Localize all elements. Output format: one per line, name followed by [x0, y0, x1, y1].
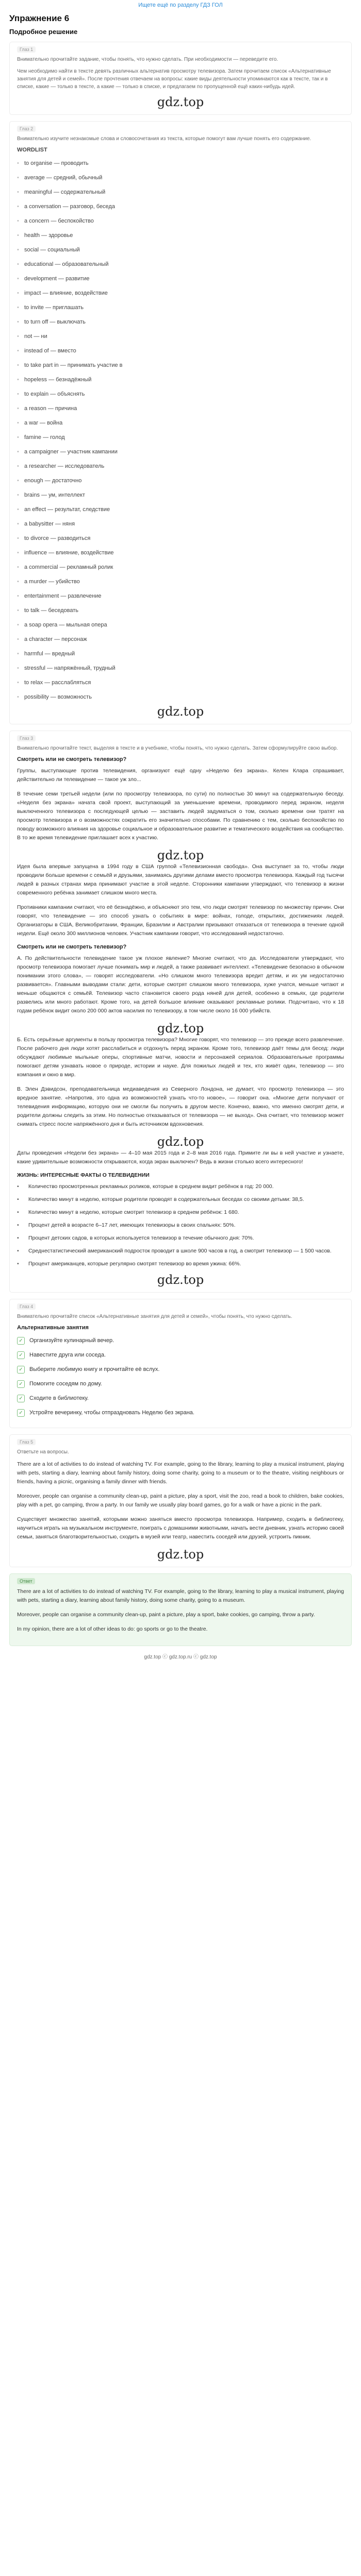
- wordlist-item-text: a researcher — исследователь: [24, 463, 105, 469]
- wordlist-item-text: a campaigner — участник кампании: [24, 449, 118, 455]
- wordlist-item-text: to take part in — принимать участие в: [24, 362, 123, 368]
- wordlist-item-text: to divorce — разводиться: [24, 535, 91, 541]
- bullet-icon: •: [17, 405, 19, 412]
- paragraph: Идея была впервые запущена в 1994 году в США группой «Телевизионная свобода». Она выступает за то, чтобы люди проводили больше времени с семьёй и друзьями, занимаясь другими делами вместо просмотра телевизора. Каждый год тысячи людей в разных странах мира принимают участие в этой неделе. Сторонники кампании утверждают, что телевизор в жизни современного ребёнка занимает слишком много места.: [17, 863, 344, 896]
- bullet-icon: •: [17, 579, 19, 585]
- fact-item: [17, 1247, 344, 1256]
- bullet-icon: •: [17, 1183, 19, 1190]
- bullet-icon: •: [17, 247, 19, 253]
- checkbox-icon: ✓: [17, 1351, 25, 1359]
- wordlist-item: [17, 632, 344, 647]
- wordlist-item: [17, 199, 344, 214]
- wordlist-item: [17, 560, 344, 574]
- watermark: gdz.top: [157, 1021, 204, 1036]
- wordlist-item: [17, 156, 344, 171]
- bullet-icon: •: [17, 1222, 19, 1228]
- watermark: gdz.top: [157, 1273, 204, 1287]
- paragraph: Противники кампании считают, что её безнадёжно, и объясняют это тем, что люди смотрят телевизор по множеству причин. Они говорят, что телевидение — это способ узнать о событиях в мире: войнах, голоде, открытиях, достижениях людей. Организаторы в США, Великобритании, Франции, Бразилии и Австралии призывают отказаться от телевизора в течение одной недели. Ещё около 300 миллионов человек. Участник кампании говорит, что исследований недостаточно.: [17, 904, 344, 937]
- fact-text: Процент американцев, которые регулярно смотрят телевизор во время ужина: 66%.: [28, 1261, 241, 1267]
- checkbox-icon: ✓: [17, 1409, 25, 1417]
- bullet-icon: •: [17, 506, 19, 513]
- bullet-icon: •: [17, 391, 19, 397]
- bullet-icon: •: [17, 304, 19, 311]
- wordlist-item: [17, 603, 344, 618]
- bullet-icon: •: [17, 333, 19, 340]
- plan-item: [17, 1394, 344, 1403]
- wordlist-item: [17, 459, 344, 473]
- wordlist-item-text: development — развитие: [24, 276, 90, 282]
- wordlist-item: [17, 401, 344, 416]
- paragraph: There are a lot of activities to do instead of watching TV. For example, going to the library, learning to play a musical instrument, playing with pets, starting a diary, learning about family history, doing some charity, going to a museum or to the theatre, visiting neighbours or friends, having a picnic, organising a family dinner with friends.: [17, 1461, 344, 1485]
- fact-text: Процент детских садов, в которых используется телевизор в течение обычного дня: 70%.: [28, 1235, 254, 1241]
- answer-paragraph: Moreover, people can organise a community clean-up, paint a picture, play a sport, bake cookies, go camping, throw a party.: [17, 1612, 315, 1618]
- paragraph: Существует множество занятий, которыми можно заняться вместо просмотра телевизора. Например, сходить в библиотеку, научиться играть на музыкальном инструменте, поиграть с домашними животными, начать вести дневник, узнать историю своей семьи, заняться благотворительностью, сходить в музей или театр, навестить соседей или друзей, устроить пикник.: [17, 1516, 344, 1540]
- bullet-icon: •: [17, 319, 19, 325]
- watermark: gdz.top: [157, 95, 204, 109]
- fact-text: Среднестатистический американский подросток проводит в школе 900 часов в год, а смотрит телевизор — 1 500 часов.: [28, 1248, 332, 1254]
- facts-list: [17, 1182, 344, 1268]
- bullet-icon: •: [17, 680, 19, 686]
- wordlist-item-text: to turn off — выключать: [24, 319, 86, 325]
- bullet-icon: •: [17, 175, 19, 181]
- fact-item: [17, 1195, 344, 1204]
- wordlist-item-text: a murder — убийство: [24, 579, 80, 585]
- bullet-icon: •: [17, 261, 19, 267]
- wordlist-item: [17, 329, 344, 344]
- step-3-card: [9, 731, 352, 1293]
- plan-list: [17, 1336, 344, 1417]
- wordlist-item: [17, 228, 344, 243]
- wordlist-item-text: a babysitter — няня: [24, 521, 75, 527]
- bullet-icon: •: [17, 1261, 19, 1267]
- wordlist-item-text: a soap opera — мыльная опера: [24, 622, 107, 628]
- fact-item: [17, 1260, 344, 1268]
- wordlist-item-text: hopeless — безнадёжный: [24, 377, 92, 383]
- bullet-icon: •: [17, 160, 19, 166]
- paragraph: Даты проведения «Недели без экрана» — 4–10 мая 2015 года и 2–8 мая 2016 года. Примите ли вы в ней участие и узнаете, какие удивительные возможности открываются, когда экран выключен? Ведь в жизни столько всего интересного!: [17, 1150, 344, 1165]
- wordlist-item-text: to relax — расслабляться: [24, 680, 91, 686]
- bullet-icon: •: [17, 348, 19, 354]
- fact-text: Процент детей в возрасте 6–17 лет, имеющих телевизоры в своих спальнях: 50%.: [28, 1222, 236, 1228]
- facts-title: ЖИЗНЬ: ИНТЕРЕСНЫЕ ФАКТЫ О ТЕЛЕВИДЕНИИ: [17, 1172, 150, 1178]
- step-1-card: [9, 42, 352, 115]
- wordlist-item: [17, 531, 344, 546]
- paragraph: А. По действительности телевидение такое уж плохое явление? Многие считают, что да. Исследователи утверждают, что просмотр телевизора помогает лучше понимать мир и людей, а также развивает интеллект. «Телевидение безопасно в обычном понимании этого слова», — говорят исследователи. «Но слишком много телевизора вредит детям, и их ум недостаточно развивается». Главными выводами стали: дети, которые смотрят слишком много телевизора, хуже учатся, меньше читают и меньше общаются с семьёй. Телевизор часто становится своего рода няней для детей, особенно в семьях, где родители развелись или много работают. Кроме того, на детей большое влияние оказывают рекламные ролики. Подсчитано, что к 18 годам ребёнок видит около 200 000 актов насилия по телевизору, в том числе около 16 000 убийств.: [17, 955, 344, 1014]
- wordlist-item: [17, 257, 344, 272]
- wordlist-item: [17, 647, 344, 661]
- wordlist-item: [17, 214, 344, 228]
- answer-card: [9, 1573, 352, 1646]
- bullet-icon: •: [17, 1209, 19, 1215]
- fact-text: Количество просмотренных рекламных роликов, которые в среднем видит ребёнок в год: 20 000.: [28, 1183, 274, 1190]
- checkbox-icon: ✓: [17, 1380, 25, 1388]
- wordlist-title: WORDLIST: [17, 147, 47, 153]
- fact-text: Количество минут в неделю, которые смотрит телевизор в среднем ребёнок: 1 680.: [28, 1209, 239, 1215]
- wordlist-item-text: harmful — вредный: [24, 651, 75, 657]
- checkbox-icon: ✓: [17, 1395, 25, 1402]
- step-2-card: [9, 121, 352, 724]
- bullet-icon: •: [17, 492, 19, 498]
- plan-item-text: Организуйте кулинарный вечер.: [29, 1337, 114, 1344]
- wordlist-item-text: health — здоровье: [24, 232, 73, 239]
- bullet-icon: •: [17, 420, 19, 426]
- wordlist-item: [17, 358, 344, 372]
- fact-item: [17, 1182, 344, 1191]
- paragraph: В течение семи третьей недели (или по просмотру телевизора, по сути) по полностью 30 минут на содержательную беседу. «Неделя без экрана» начата свой проект, выступающий за уменьшение времени, проводимого перед экраном, неделя выключенного телевизора с последующей целью — заставить людей задуматься о том, сколько времени они тратят на просмотр телевизора и о возможностях сократить его значительно способами. По сравнению с тем, сколько беспокойство по поводу возможного влияния на здоровье социальное и образовательное развитие и тематического воздействия на сообщество. В то же время телевидение приглашает всех к участию.: [17, 791, 344, 841]
- step-5-text: Ответьте на вопросы.: [17, 1449, 69, 1455]
- wordlist-item: [17, 387, 344, 401]
- plan-item: [17, 1336, 344, 1345]
- bullet-icon: •: [17, 218, 19, 224]
- wordlist-item: [17, 315, 344, 329]
- wordlist-item-text: famine — голод: [24, 434, 65, 440]
- plan-title: Альтернативные занятия: [17, 1325, 89, 1331]
- bullet-icon: •: [17, 550, 19, 556]
- fact-item: [17, 1208, 344, 1217]
- bullet-icon: •: [17, 607, 19, 614]
- bullet-icon: •: [17, 478, 19, 484]
- wordlist-item: [17, 300, 344, 315]
- wordlist-item-text: average — средний, обычный: [24, 175, 103, 181]
- wordlist: [17, 156, 344, 704]
- bullet-icon: •: [17, 622, 19, 628]
- wordlist-item-text: influence — влияние, воздействие: [24, 550, 114, 556]
- wordlist-item: [17, 272, 344, 286]
- page-subtitle: Подробное решение: [9, 28, 78, 36]
- watermark: gdz.top: [157, 704, 204, 719]
- watermark: gdz.top: [157, 1134, 204, 1149]
- plan-item: [17, 1350, 344, 1360]
- checkbox-icon: ✓: [17, 1337, 25, 1345]
- wordlist-item: [17, 430, 344, 445]
- plan-item: [17, 1408, 344, 1417]
- bullet-icon: •: [17, 204, 19, 210]
- bullet-icon: •: [17, 377, 19, 383]
- wordlist-item-text: impact — влияние, воздействие: [24, 290, 108, 296]
- bullet-icon: •: [17, 665, 19, 671]
- step-4-tag: Глаз 4: [17, 1303, 36, 1310]
- wordlist-item-text: stressful — напряжённый, трудный: [24, 665, 116, 671]
- wordlist-item-text: a conversation — разговор, беседа: [24, 204, 115, 210]
- bullet-icon: •: [17, 189, 19, 195]
- wordlist-item-text: a concern — беспокойство: [24, 218, 94, 224]
- wordlist-item-text: to invite — приглашать: [24, 304, 84, 311]
- plan-item-text: Сходите в библиотеку.: [29, 1395, 89, 1401]
- bullet-icon: •: [17, 694, 19, 700]
- wordlist-item-text: an effect — результат, следствие: [24, 506, 110, 513]
- step-4-text: Внимательно прочитайте список «Альтернативные занятия для детей и семей», чтобы понять, что нужно сделать.: [17, 1314, 292, 1319]
- bullet-icon: •: [17, 535, 19, 541]
- wordlist-item: [17, 286, 344, 300]
- bullet-icon: •: [17, 362, 19, 368]
- wordlist-item-text: enough — достаточно: [24, 478, 82, 484]
- wordlist-item-text: possibility — возможность: [24, 694, 92, 700]
- wordlist-item-text: educational — образовательный: [24, 261, 109, 267]
- page-title: Упражнение 6: [9, 13, 70, 23]
- plan-item: [17, 1379, 344, 1388]
- watermark: gdz.top: [157, 848, 204, 862]
- bullet-icon: •: [17, 290, 19, 296]
- wordlist-item: [17, 445, 344, 459]
- wordlist-item-text: a character — персонаж: [24, 636, 87, 642]
- wordlist-item: [17, 473, 344, 488]
- step-3-text: Внимательно прочитайте текст, выделяя в тексте и в учебнике, чтобы понять, что нужно сделать. Затем сформулируйте свою выбор.: [17, 745, 338, 751]
- step-1-extra: Чем необходимо найти в тексте девять различных альтернатив просмотру телевизора. Затем прочитаем список «Альтернативные занятия для детей и семей». После прочтения отвечаем на вопросы: какие виды деятельности упоминаются как в тексте, так и в списке, какие — только в тексте, а какие — только в списке, и предлагаем по пропущенной ещё каких-нибудь идей.: [17, 69, 331, 90]
- text-title: Смотреть или не смотреть телевизор?: [17, 756, 127, 762]
- wordlist-item-text: meaningful — содержательный: [24, 189, 106, 195]
- bullet-icon: •: [17, 1248, 19, 1254]
- bullet-icon: •: [17, 434, 19, 440]
- wordlist-item-text: instead of — вместо: [24, 348, 76, 354]
- wordlist-item: [17, 372, 344, 387]
- wordlist-item-text: entertainment — развлечение: [24, 593, 102, 599]
- paragraph: Б. Есть серьёзные аргументы в пользу просмотра телевизора? Многие говорят, что телевизор — это прежде всего развлечение. После рабочего дня люди хотят расслабиться и отдохнуть перед экраном. Кроме того, телевизор даёт темы для бесед: люди обсуждают любимые мыльные оперы, спортивные матчи, новости и персонажей сериалов. Образовательные программы помогают детям узнавать новое о природе, истории и науке. Для пожилых людей и тех, кто живёт один, телевизор — это компания и окно в мир.: [17, 1037, 344, 1078]
- bullet-icon: •: [17, 1235, 19, 1241]
- paragraph: Moreover, people can organise a community clean-up, paint a picture, play a sport, visit the zoo, read a book to children, bake cookies, play with a pet, go camping, throw a party. In our family we usually play board games, go for a walk or have a picnic in the park.: [17, 1493, 344, 1508]
- bullet-icon: •: [17, 593, 19, 599]
- top-note-link[interactable]: Ищете ещё по разделу ГДЗ ГОЛ: [138, 2, 223, 8]
- wordlist-item: [17, 344, 344, 358]
- step-5-tag: Глаз 5: [17, 1439, 36, 1445]
- footer: gdz.top ⓒ gdz.top.ru ⓒ gdz.top: [144, 1654, 217, 1660]
- wordlist-item-text: brains — ум, интеллект: [24, 492, 85, 498]
- bullet-icon: •: [17, 636, 19, 642]
- step-1-text: Внимательно прочитайте задание, чтобы понять, что нужно сделать. При необходимости — переведите его.: [17, 57, 278, 62]
- step-2-text: Внимательно изучите незнакомые слова и словосочетания из текста, которые помогут вам лучше понять его содержание.: [17, 136, 311, 142]
- paragraph: В. Элен Дэвидсон, преподавательница медиаведения из Северного Лондона, не думает, что просмотр телевизора — это вредное занятие. «Напротив, это одна из возможностей узнать что-то новое», — говорит она. «Многие дети получают от телевидения информацию, которую они не смогли бы получить в другом месте. Конечно, важно, что именно смотрят дети, и родители должны следить за этим. Но полностью отказываться от телевизора — не выход». Она считает, что телевизор может снимать стресс после напряжённого дня и быть источником вдохновения.: [17, 1086, 344, 1127]
- step-1-tag: Глаз 1: [17, 46, 36, 53]
- fact-text: Количество минут в неделю, которые родители проводят в содержательных беседах со своими детьми: 38,5.: [28, 1196, 304, 1202]
- wordlist-item-text: to organise — проводить: [24, 160, 89, 166]
- wordlist-item-text: to explain — объяснять: [24, 391, 85, 397]
- wordlist-item-text: not — ни: [24, 333, 47, 340]
- wordlist-item-text: a commercial — рекламный ролик: [24, 564, 113, 570]
- step-5-card: [9, 1434, 352, 1567]
- bullet-icon: •: [17, 449, 19, 455]
- plan-item: [17, 1365, 344, 1374]
- wordlist-item: [17, 488, 344, 502]
- wordlist-item: [17, 690, 344, 704]
- plan-item-text: Выберите любимую книгу и прочитайте её вслух.: [29, 1366, 160, 1372]
- bullet-icon: •: [17, 232, 19, 239]
- wordlist-item: [17, 502, 344, 517]
- section-heading: Смотреть или не смотреть телевизор?: [17, 944, 127, 950]
- answer-paragraph: There are a lot of activities to do instead of watching TV. For example, going to the library, learning to play a musical instrument, playing with pets, starting a diary, learning about family history, doing some charity, going to a museum.: [17, 1588, 344, 1603]
- paragraph: Группы, выступающие против телевидения, организуют ещё одну «Неделю без экрана». Келен Клара спрашивает, действительно ли телевидение — такое уж зло...: [17, 768, 344, 783]
- wordlist-item: [17, 574, 344, 589]
- wordlist-item: [17, 171, 344, 185]
- fact-item: [17, 1234, 344, 1243]
- bullet-icon: •: [17, 521, 19, 527]
- bullet-icon: •: [17, 651, 19, 657]
- wordlist-item: [17, 243, 344, 257]
- bullet-icon: •: [17, 1196, 19, 1202]
- answer-tag: Ответ: [17, 1578, 35, 1584]
- answer-paragraph: In my opinion, there are a lot of other ideas to do: go sports or go to the theatre.: [17, 1626, 208, 1632]
- step-4-card: [9, 1299, 352, 1428]
- bullet-icon: •: [17, 276, 19, 282]
- wordlist-item-text: to talk — беседовать: [24, 607, 79, 614]
- wordlist-item-text: social — социальный: [24, 247, 80, 253]
- checkbox-icon: ✓: [17, 1366, 25, 1374]
- wordlist-item: [17, 185, 344, 199]
- plan-item-text: Помогите соседям по дому.: [29, 1381, 102, 1387]
- step-2-tag: Глаз 2: [17, 126, 36, 132]
- bullet-icon: •: [17, 564, 19, 570]
- wordlist-item: [17, 675, 344, 690]
- step-3-tag: Глаз 3: [17, 735, 36, 741]
- wordlist-item: [17, 546, 344, 560]
- bullet-icon: •: [17, 463, 19, 469]
- wordlist-item: [17, 661, 344, 675]
- wordlist-item: [17, 618, 344, 632]
- plan-item-text: Навестите друга или соседа.: [29, 1352, 106, 1358]
- wordlist-item: [17, 517, 344, 531]
- plan-item-text: Устройте вечеринку, чтобы отпраздновать Неделю без экрана.: [29, 1410, 194, 1416]
- wordlist-item-text: a war — война: [24, 420, 63, 426]
- watermark: gdz.top: [157, 1547, 204, 1562]
- wordlist-item-text: a reason — причина: [24, 405, 77, 412]
- wordlist-item: [17, 416, 344, 430]
- wordlist-item: [17, 589, 344, 603]
- fact-item: [17, 1221, 344, 1230]
